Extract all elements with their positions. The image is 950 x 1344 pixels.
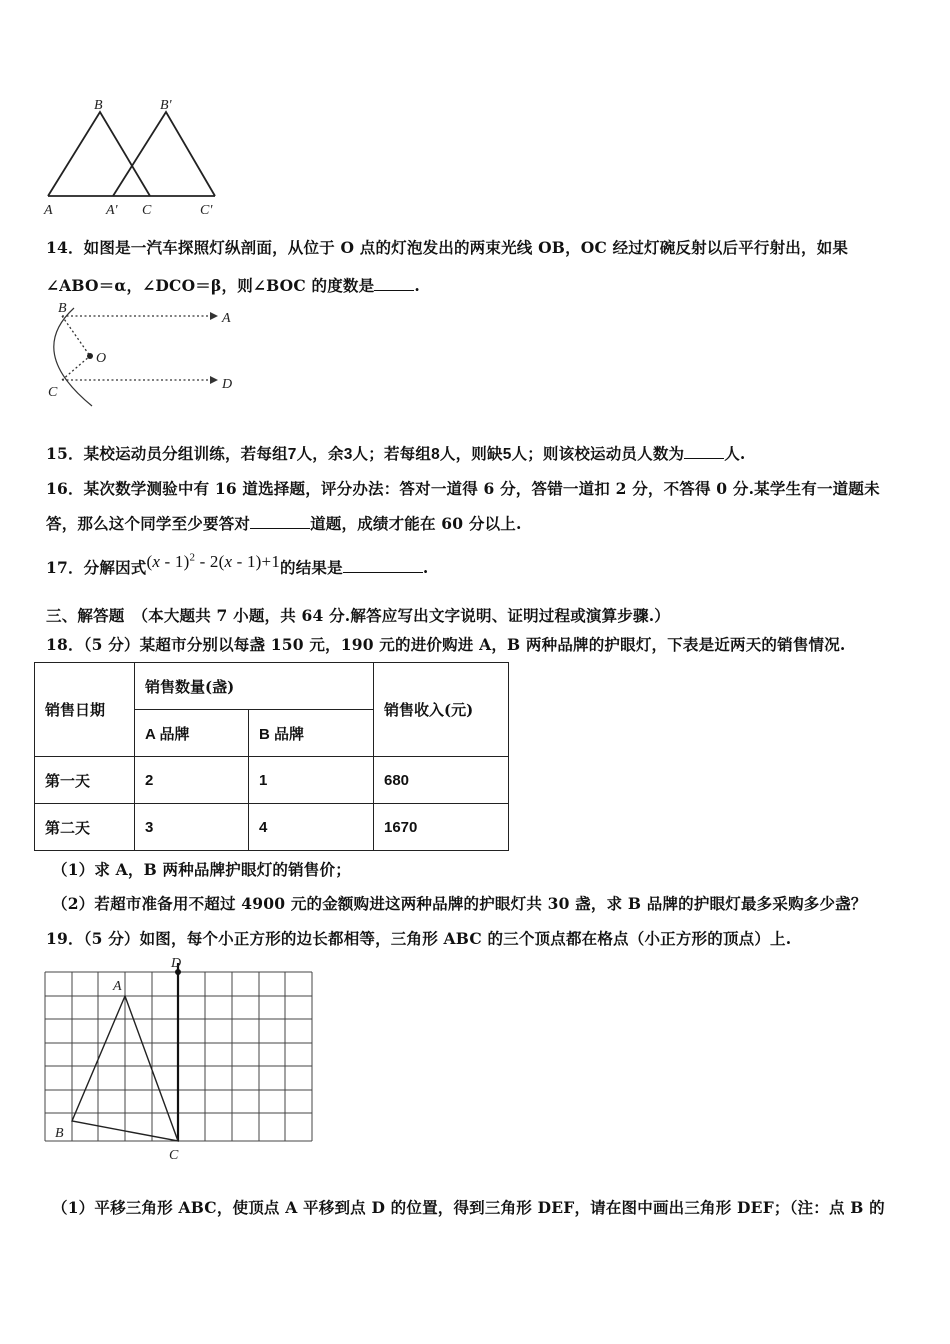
answer-blank-16[interactable] [250,516,310,529]
label-C: C [48,385,58,400]
question-14-text: ∠ABO＝α，∠DCO＝β，则∠BOC 的度数是 [46,276,375,295]
expr-part: - 1) [160,552,190,571]
label-A-prime: A' [106,203,118,218]
question-14-end: . [414,276,420,295]
question-18-sub-1: （1）求 A，B 两种品牌护眼灯的销售价； [52,860,351,879]
number: 8 [431,446,440,463]
table-row [35,804,509,851]
header-brand-b: B 品牌 [249,710,374,757]
question-18-stem: 18．（5 分）某超市分别以每盏 150 元，190 元的进价购进 A，B 两种品牌的护眼灯，下表是近两天的销售情况. [46,635,846,654]
factor-expression [146,552,280,571]
header-income: 销售收入(元) [374,663,509,757]
question-15 [46,442,746,464]
answer-blank-15[interactable] [684,446,724,459]
question-19-sub-1: （1）平移三角形 ABC，使顶点 A 平移到点 D 的位置，得到三角形 DEF，请在图中画出三角形 DEF；（注：点 B 的 [52,1198,885,1217]
label-B: B [55,1126,64,1141]
number: 5 [502,446,512,463]
section-3-heading: 三、解答题 （本大题共 7 小题，共 64 分.解答应写出文字说明、证明过程或演算步骤.） [46,606,670,625]
question-17-start: 17．分解因式 [46,558,147,577]
question-15-start: 15．某校运动员分组训练，若每组 [46,444,288,463]
label-D: D [171,956,182,971]
label-B-prime: B' [160,98,172,113]
label-C-prime: C' [200,203,213,218]
label-B: B [94,98,103,113]
question-17-dot: . [422,558,429,577]
cell-brand-a: 2 [135,757,249,804]
question-15-text: 人；则该校运动员人数为 [511,444,685,463]
translated-triangles-figure [40,92,230,222]
question-15-text: 人，则缺 [439,444,503,463]
label-O: O [96,351,107,366]
question-15-text: 人；若每组 [352,444,432,463]
cell-brand-b: 4 [249,804,374,851]
table-row [35,663,509,710]
question-18-sub-2: （2）若超市准备用不超过 4900 元的金额购进这两种品牌的护眼灯共 30 盏，求 B 品牌的护眼灯最多采购多少盏？ [52,894,867,913]
expr-part: - 2( [195,552,225,571]
question-17-end: 的结果是 [280,558,343,577]
question-14-line-2 [46,274,420,296]
label-D: D [222,377,233,392]
label-A: A [113,979,122,994]
question-16-text: 答，那么这个同学至少要答对 [46,514,251,533]
number: 7 [287,446,297,463]
cell-date: 第二天 [35,804,135,851]
question-16-end: 道题，成绩才能在 60 分以上. [310,514,522,533]
header-date: 销售日期 [35,663,135,757]
cell-brand-a: 3 [135,804,249,851]
question-16-line-1: 16．某次数学测验中有 16 道选择题，评分办法：答对一道得 6 分，答错一道扣 2 分，不答得 0 分.某学生有一道题未 [46,479,880,498]
question-14-line-1: 14．如图是一汽车探照灯纵剖面，从位于 O 点的灯泡发出的两束光线 OB，OC 经过灯碗反射以后平行射出，如果 [46,238,849,257]
label-A: A [222,311,231,326]
number: 3 [343,446,353,463]
label-A: A [44,203,53,218]
question-16-line-2 [46,512,522,534]
answer-blank-17[interactable] [343,560,423,573]
question-19-stem: 19．（5 分）如图，每个小正方形的边长都相等，三角形 ABC 的三个顶点都在格点（小正方形的顶点）上. [46,929,792,948]
expr-part: ( [146,552,153,571]
sales-table [34,662,509,851]
table-row [35,757,509,804]
question-15-text: 人，余 [296,444,344,463]
label-B: B [58,301,67,316]
expr-part: - 1)+1 [232,552,281,571]
cell-date: 第一天 [35,757,135,804]
grid-triangle-figure [40,955,330,1165]
cell-brand-b: 1 [249,757,374,804]
question-15-end: 人. [724,444,746,463]
label-C: C [142,203,152,218]
header-quantity: 销售数量(盏) [135,663,374,710]
answer-blank-14[interactable] [374,278,414,291]
expr-exponent: 2 [189,551,196,564]
question-17 [46,551,429,578]
cell-income: 1670 [374,804,509,851]
expr-var: x [224,552,233,571]
header-brand-a: A 品牌 [135,710,249,757]
headlamp-figure [40,300,250,410]
cell-income: 680 [374,757,509,804]
label-C: C [169,1148,179,1163]
expr-var: x [152,552,161,571]
